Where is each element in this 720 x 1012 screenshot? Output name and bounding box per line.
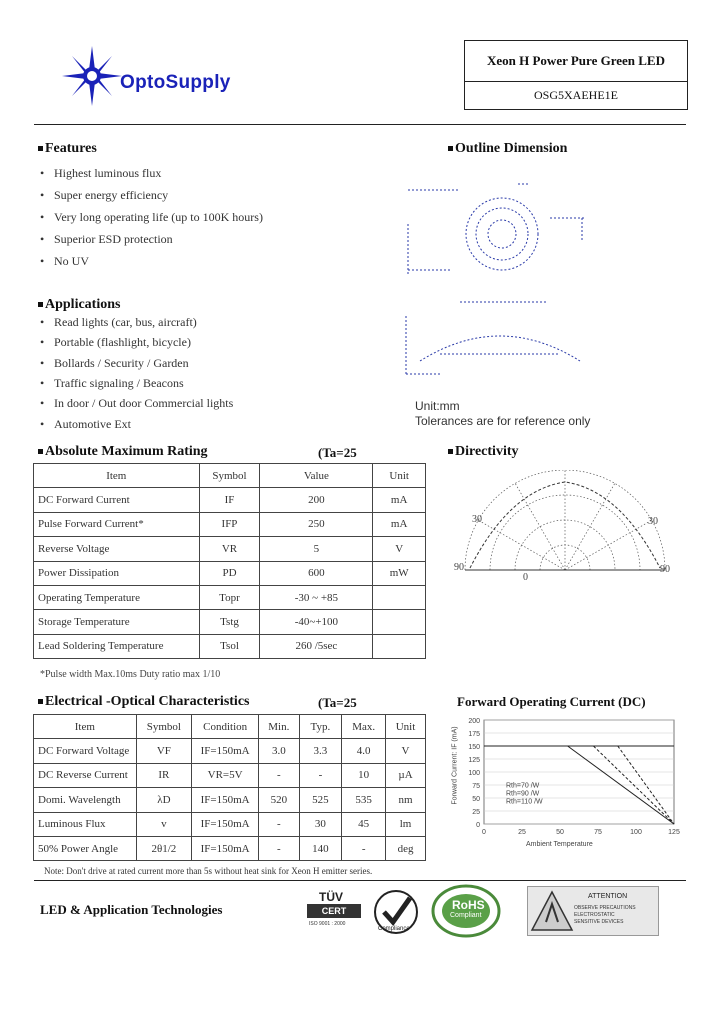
table-cell: Tstg bbox=[199, 610, 260, 634]
list-item-text: Bollards / Security / Garden bbox=[54, 355, 189, 370]
table-cell: nm bbox=[386, 788, 426, 812]
bullet-icon: • bbox=[40, 188, 45, 202]
table-header-cell: Min. bbox=[259, 715, 299, 739]
list-item-text: Automotive Ext bbox=[54, 416, 131, 431]
abs-max-heading: Absolute Maximum Rating bbox=[38, 444, 208, 460]
table-header-cell: Item bbox=[34, 715, 137, 739]
table-cell: 10 bbox=[342, 763, 386, 787]
table-row bbox=[34, 836, 426, 860]
rohs-logo: RoHS Compliant bbox=[430, 884, 502, 938]
table-cell: lm bbox=[386, 812, 426, 836]
table-row bbox=[34, 610, 426, 634]
table-cell: λD bbox=[136, 788, 192, 812]
outline-drawing bbox=[400, 176, 600, 396]
title-box bbox=[464, 40, 688, 110]
bullet-icon: • bbox=[40, 396, 45, 411]
table-cell: v bbox=[136, 812, 192, 836]
unit-note: Unit:mm bbox=[415, 399, 460, 413]
table-row bbox=[34, 488, 426, 512]
directivity-chart bbox=[450, 470, 680, 580]
legend-entry: Rth=110 /W bbox=[506, 798, 543, 806]
table-cell: IR bbox=[136, 763, 192, 787]
list-item-text: In door / Out door Commercial lights bbox=[54, 396, 234, 411]
abs-max-footnote: *Pulse width Max.10ms Duty ratio max 1/10 bbox=[40, 669, 221, 680]
table-cell: 5 bbox=[260, 537, 373, 561]
table-cell: - bbox=[342, 836, 386, 860]
table-cell: 525 bbox=[299, 788, 342, 812]
bullet-icon: • bbox=[40, 355, 45, 370]
bullet-icon: • bbox=[40, 232, 45, 246]
list-item-text: Traffic signaling / Beacons bbox=[54, 375, 184, 390]
table-cell: 30 bbox=[299, 812, 342, 836]
table-cell: Tsol bbox=[199, 634, 260, 658]
table-cell: Reverse Voltage bbox=[34, 537, 200, 561]
tuv-cert-logo: TÜV CERT ISO 9001 : 2000 bbox=[303, 888, 365, 936]
y-tick-label: 200 bbox=[468, 718, 480, 725]
y-tick-label: 25 bbox=[472, 809, 480, 816]
table-cell: Domi. Wavelength bbox=[34, 788, 137, 812]
header-divider bbox=[34, 124, 686, 125]
eo-condition: (Ta=25 bbox=[318, 695, 357, 710]
compliance-check-logo: Compliance bbox=[370, 888, 422, 936]
list-item-text: Portable (flashlight, bicycle) bbox=[54, 335, 191, 350]
table-cell bbox=[373, 610, 426, 634]
table-cell: -30 ~ +85 bbox=[260, 585, 373, 609]
table-cell: Lead Soldering Temperature bbox=[34, 634, 200, 658]
bullet-icon: • bbox=[40, 416, 45, 431]
list-item bbox=[40, 315, 197, 330]
list-item bbox=[40, 396, 233, 411]
features-heading: Features bbox=[38, 141, 97, 157]
product-title: Xeon H Power Pure Green LED bbox=[465, 41, 687, 82]
table-row bbox=[34, 585, 426, 609]
table-cell: IF=150mA bbox=[192, 836, 259, 860]
list-item bbox=[40, 335, 191, 350]
applications-heading: Applications bbox=[38, 297, 120, 313]
list-item bbox=[40, 254, 89, 269]
table-cell: -40~+100 bbox=[260, 610, 373, 634]
table-cell: µA bbox=[386, 763, 426, 787]
table-cell: Operating Temperature bbox=[34, 585, 200, 609]
outline-heading: Outline Dimension bbox=[448, 141, 567, 157]
footer-divider bbox=[34, 880, 686, 881]
table-cell: 2θ1/2 bbox=[136, 836, 192, 860]
table-cell: 3.0 bbox=[259, 739, 299, 763]
table-cell bbox=[373, 634, 426, 658]
table-cell: DC Forward Voltage bbox=[34, 739, 137, 763]
table-header-cell: Symbol bbox=[199, 464, 260, 488]
table-cell: V bbox=[386, 739, 426, 763]
table-header-cell: Typ. bbox=[299, 715, 342, 739]
x-tick-label: 25 bbox=[518, 829, 526, 836]
bullet-icon: • bbox=[40, 166, 45, 180]
directivity-label-30-left: 30 bbox=[472, 514, 482, 525]
table-row bbox=[34, 537, 426, 561]
table-cell: 200 bbox=[260, 488, 373, 512]
table-cell: - bbox=[259, 836, 299, 860]
table-cell: 45 bbox=[342, 812, 386, 836]
table-cell: - bbox=[259, 763, 299, 787]
x-tick-label: 125 bbox=[668, 829, 680, 836]
y-tick-label: 125 bbox=[468, 757, 480, 764]
table-header-cell: Condition bbox=[192, 715, 259, 739]
y-tick-label: 100 bbox=[468, 770, 480, 777]
table-cell: Luminous Flux bbox=[34, 812, 137, 836]
table-row bbox=[34, 634, 426, 658]
table-cell: Topr bbox=[199, 585, 260, 609]
y-tick-label: 0 bbox=[476, 822, 480, 829]
table-cell: IF=150mA bbox=[192, 788, 259, 812]
y-tick-label: 150 bbox=[468, 744, 480, 751]
list-item bbox=[40, 232, 173, 247]
table-row bbox=[34, 512, 426, 536]
table-row bbox=[34, 763, 426, 787]
table-cell: - bbox=[299, 763, 342, 787]
list-item bbox=[40, 356, 189, 371]
table-cell bbox=[373, 585, 426, 609]
company-name: OptoSupply bbox=[120, 72, 231, 93]
directivity-label-90-left: 90 bbox=[454, 562, 464, 573]
table-cell: 50% Power Angle bbox=[34, 836, 137, 860]
table-cell: Power Dissipation bbox=[34, 561, 200, 585]
table-cell: DC Forward Current bbox=[34, 488, 200, 512]
table-cell: - bbox=[259, 812, 299, 836]
table-cell: Storage Temperature bbox=[34, 610, 200, 634]
table-cell: VF bbox=[136, 739, 192, 763]
table-cell: V bbox=[373, 537, 426, 561]
tolerance-note: Tolerances are for reference only bbox=[415, 414, 591, 428]
list-item bbox=[40, 376, 184, 391]
x-tick-label: 75 bbox=[594, 829, 602, 836]
table-cell: deg bbox=[386, 836, 426, 860]
legend-entry: Rth=90 /W bbox=[506, 790, 540, 798]
list-item bbox=[40, 166, 161, 181]
x-tick-label: 50 bbox=[556, 829, 564, 836]
table-row bbox=[34, 561, 426, 585]
table-cell: mW bbox=[373, 561, 426, 585]
list-item-text: Very long operating life (up to 100K hours) bbox=[54, 210, 263, 224]
table-header-cell: Unit bbox=[373, 464, 426, 488]
table-cell: PD bbox=[199, 561, 260, 585]
table-cell: 520 bbox=[259, 788, 299, 812]
table-cell: IFP bbox=[199, 512, 260, 536]
table-cell: 3.3 bbox=[299, 739, 342, 763]
table-cell: DC Reverse Current bbox=[34, 763, 137, 787]
list-item-text: Highest luminous flux bbox=[54, 166, 162, 180]
directivity-label-0: 0 bbox=[523, 572, 528, 583]
forward-chart-ylabel: Forward Current: IF (mA) bbox=[451, 726, 459, 805]
eo-note: Note: Don't drive at rated current more than 5s without heat sink for Xeon H emitter series. bbox=[44, 866, 373, 876]
bullet-icon: • bbox=[40, 315, 45, 329]
x-tick-label: 100 bbox=[630, 829, 642, 836]
legend-entry: Rth=70 /W bbox=[506, 782, 540, 790]
list-item bbox=[40, 210, 263, 225]
eo-table bbox=[33, 714, 426, 861]
x-tick-label: 0 bbox=[482, 829, 486, 836]
table-cell: Pulse Forward Current* bbox=[34, 512, 200, 536]
table-cell: 140 bbox=[299, 836, 342, 860]
y-tick-label: 175 bbox=[468, 731, 480, 738]
bullet-icon: • bbox=[40, 210, 45, 224]
table-header-cell: Unit bbox=[386, 715, 426, 739]
table-cell: VR bbox=[199, 537, 260, 561]
list-item-text: Super energy efficiency bbox=[54, 188, 169, 202]
table-cell: IF=150mA bbox=[192, 812, 259, 836]
table-header-cell: Max. bbox=[342, 715, 386, 739]
abs-max-condition: (Ta=25 bbox=[318, 445, 357, 460]
table-header-cell: Value bbox=[260, 464, 373, 488]
esd-warning-icon bbox=[530, 890, 574, 932]
table-cell: IF bbox=[199, 488, 260, 512]
table-cell: 250 bbox=[260, 512, 373, 536]
company-logo bbox=[62, 54, 277, 114]
esd-attention-label: ATTENTION OBSERVE PRECAUTIONS ELECTROSTATIC SENSITIVE DEVICES bbox=[527, 886, 659, 936]
eo-heading: Electrical -Optical Characteristics bbox=[38, 694, 249, 710]
table-header-cell: Symbol bbox=[136, 715, 192, 739]
y-tick-label: 75 bbox=[472, 783, 480, 790]
y-tick-label: 50 bbox=[472, 796, 480, 803]
directivity-heading: Directivity bbox=[448, 444, 519, 460]
part-number: OSG5XAEHE1E bbox=[534, 88, 618, 102]
table-cell: 535 bbox=[342, 788, 386, 812]
table-cell: 260 /5sec bbox=[260, 634, 373, 658]
forward-chart-title: Forward Operating Current (DC) bbox=[457, 694, 646, 709]
forward-chart-xlabel: Ambient Temperature bbox=[526, 841, 593, 848]
table-row bbox=[34, 739, 426, 763]
list-item-text: No UV bbox=[54, 254, 89, 268]
footer-company: LED & Application Technologies bbox=[40, 902, 223, 917]
list-item bbox=[40, 417, 131, 432]
abs-max-table bbox=[33, 463, 426, 659]
table-cell: mA bbox=[373, 488, 426, 512]
table-cell: 600 bbox=[260, 561, 373, 585]
table-cell: VR=5V bbox=[192, 763, 259, 787]
table-header-cell: Item bbox=[34, 464, 200, 488]
table-cell: 4.0 bbox=[342, 739, 386, 763]
directivity-label-30-right: 30 bbox=[648, 516, 658, 527]
list-item-text: Superior ESD protection bbox=[54, 232, 173, 246]
bullet-icon: • bbox=[40, 254, 45, 268]
bullet-icon: • bbox=[40, 335, 45, 350]
list-item-text: Read lights (car, bus, aircraft) bbox=[54, 315, 197, 329]
table-row bbox=[34, 788, 426, 812]
logo-star-icon bbox=[62, 46, 122, 106]
forward-current-chart bbox=[450, 712, 690, 852]
table-cell: IF=150mA bbox=[192, 739, 259, 763]
list-item bbox=[40, 188, 168, 203]
table-row bbox=[34, 812, 426, 836]
bullet-icon: • bbox=[40, 375, 45, 390]
directivity-label-90-right: 90 bbox=[660, 564, 670, 575]
table-cell: mA bbox=[373, 512, 426, 536]
